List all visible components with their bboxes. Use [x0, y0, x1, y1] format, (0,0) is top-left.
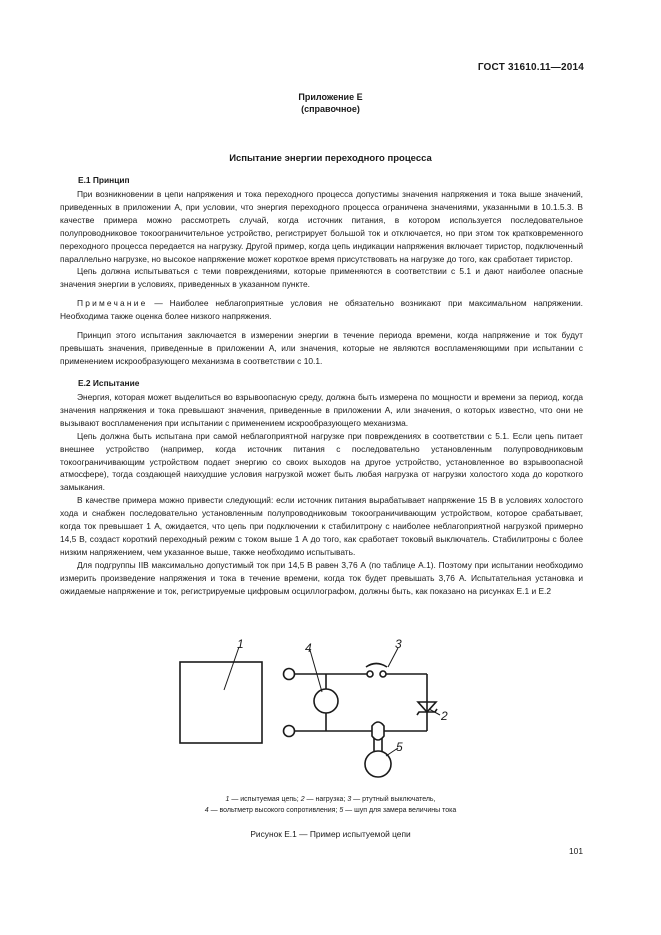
legend-text: — испытуемая цепь;: [229, 796, 301, 803]
paragraph: В качестве примера можно привести следующий: если источник питания вырабатывает напряжение 15 В в условиях холостого хода и снабжен последовательно установленным полупроводниковым токоограничивающим устройством, которое срабатывает, когда ток превышает 1 А, ожидается, что цепь при подключении к стабилитрону с наиболее неблагоприятной нагрузкой примерно 14,5 В, создаст короткий переходный режим с током выше 1 А до того, как сработает токовый выключатель. Стабилитроны с более низким напряжением, чем указанное выше, также необходимо испытывать.: [60, 495, 583, 557]
legend-num: 3: [347, 796, 352, 803]
voltmeter-symbol: [314, 689, 338, 713]
label-4: 4: [305, 641, 312, 655]
note-label: Примечание: [77, 298, 148, 309]
paragraph: Цепь должна быть испытана при самой неблагоприятной нагрузке при повреждениях в соответствии с 5.1. Если цепь питает внешнее устройство (например, когда источник питания с последовательно установленным полупроводниковым токоограничивающим устройством подает энергию со своих выходов на другое устройство, установленное во взрывоопасной атмосфере), тогда создающей наихудшие условия нагрузкой может быть любая нагрузка от нагрузки холостого хода до короткого замыкания.: [60, 430, 583, 493]
main-title: Испытание энергии переходного процесса: [229, 153, 432, 164]
paragraph: Принцип этого испытания заключается в измерении энергии в течение периода времени, когда напряжение и ток будут превышать значения, приведенные в приложении А, или значения, которые не являются воспламеняющими при испытании с применением искрообразующего механизма в соответствии с 10.1.: [60, 330, 583, 366]
paragraph: Для подгруппы IIВ максимально допустимый ток при 14,5 В равен 3,76 А (по таблице А.1). Поэтому при испытании необходимо измерить произведение напряжения и тока в течение времени, когда ток будет превышать 3,76 А. Испытательная установка и ожидаемые напряжение и ток, регистрируемые цифровым осциллографом, должны быть, как показано на рисунках Е.1 и Е.2: [60, 559, 583, 596]
figure-legend-line1: [0, 794, 661, 805]
note-text: — Наиболее неблагоприятные условия не обязательно возникают при максимальном напряжении. Необходима также оценка более низкого напряжения.: [60, 298, 583, 322]
paragraph: Цепь должна испытываться с теми повреждениями, которые применяются в соответствии с 5.1 и дают наиболее опасные значения энергии в условиях, приведенных в указанном пункте.: [60, 266, 583, 290]
legend-num: 4: [204, 807, 209, 814]
label-5: 5: [396, 740, 403, 754]
label-1: 1: [237, 637, 244, 651]
legend-text: — вольтметр высокого сопротивления;: [208, 807, 340, 814]
terminal-bottom: [284, 726, 295, 737]
legend-num: 5: [339, 807, 344, 814]
legend-text: — нагрузка;: [304, 796, 348, 803]
standard-number: ГОСТ 31610.11—2014: [477, 62, 584, 73]
current-probe-clamp: [372, 722, 384, 740]
figure-legend-line2: [0, 805, 661, 816]
switch-contact-right: [380, 671, 386, 677]
legend-num: 1: [225, 796, 230, 803]
annex-title: Приложение Е: [298, 92, 363, 102]
tested-circuit-box: [180, 662, 262, 743]
section-heading-e1: Е.1 Принцип: [78, 175, 130, 185]
page-number: 101: [569, 846, 583, 856]
annex-subtitle: (справочное): [301, 104, 360, 114]
legend-num: 2: [300, 796, 305, 803]
legend-text: — шуп для замера величины тока: [343, 807, 457, 814]
paragraph: Энергия, которая может выделиться во взрывоопасную среду, должна быть измерена по мощности и времени за период, когда значения напряжения и тока превышают значения, приведенные в приложении А, или значения, о которых известно, что они не вызывают воспламенения при испытании с применением искрообразующего механизма.: [60, 392, 583, 428]
switch-contact-left: [367, 671, 373, 677]
terminal-top: [284, 669, 295, 680]
label-2: 2: [441, 709, 448, 723]
section-heading-e2: Е.2 Испытание: [78, 378, 140, 388]
figure-caption: Рисунок Е.1 — Пример испытуемой цепи: [250, 829, 411, 839]
mercury-switch-symbol: [366, 664, 387, 668]
paragraph: При возникновении в цепи напряжения и тока переходного процесса допустимы значения напряжения и тока выше значений, приведенных в приложении А, при условии, что энергия переходного процесса ограничена значениями, указанными в 10.1.5.3. В качестве примера можно рассмотреть случай, когда источник питания, в котором используется последовательное полупроводниковое токоограничительное устройство, регистрирует большой ток и отключается, но при этом ток кратковременного переходного процесса передается на нагрузку. Другой пример, когда цепь индикации напряжения включает тиристор, подключенный параллельно нагрузке, но высокое напряжение может короткое время присутствовать на нагрузке до того, как сработает тиристор.: [60, 189, 583, 264]
legend-text: — ртутный выключатель,: [351, 796, 436, 803]
label-3: 3: [395, 637, 402, 651]
